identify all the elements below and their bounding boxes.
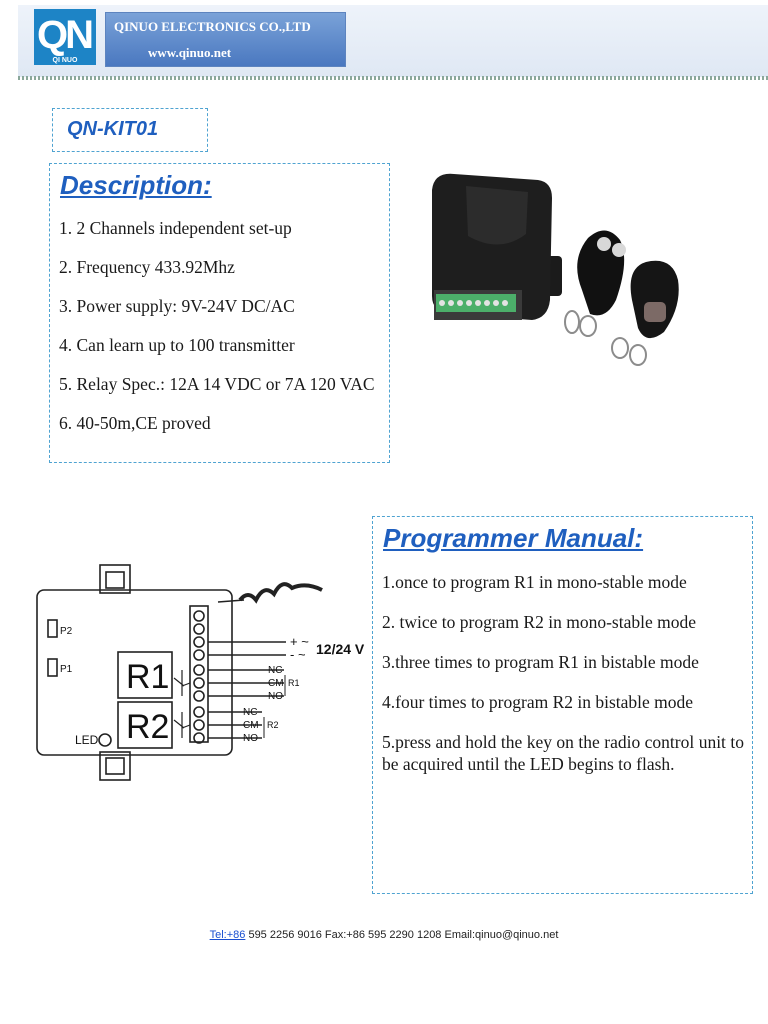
contact-details: 595 2256 9016 Fax:+86 595 2290 1208 Email:qinuo@qinuo.net	[245, 929, 559, 941]
phone-link[interactable]: Tel:+86	[209, 929, 246, 941]
description-box	[49, 163, 390, 463]
wiring-diagram	[22, 560, 370, 785]
r1-group-label: R1	[288, 678, 300, 688]
plus-label: + ~	[290, 634, 309, 649]
description-item: 4. Can learn up to 100 transmitter	[59, 335, 295, 355]
model-number: QN-KIT01	[67, 118, 159, 140]
description-item: 5. Relay Spec.: 12A 14 VDC or 7A 120 VAC	[59, 374, 375, 394]
r2-cm-label: CM	[243, 720, 259, 731]
description-item: 2. Frequency 433.92Mhz	[59, 257, 235, 277]
minus-label: - ~	[290, 647, 306, 662]
receiver-unit	[432, 174, 562, 320]
description-title: Description:	[60, 170, 212, 200]
manual-title: Programmer Manual:	[383, 523, 644, 553]
company-name: QINUO ELECTRONICS CO.,LTD	[114, 19, 311, 34]
manual-list	[382, 571, 744, 793]
description-item: 6. 40-50m,CE proved	[59, 413, 211, 433]
logo-subtext: QI NUO	[52, 57, 78, 64]
description-list	[59, 218, 381, 452]
company-logo	[34, 9, 96, 65]
r1-nc-label: NC	[268, 665, 283, 676]
company-website[interactable]: www.qinuo.net	[148, 45, 232, 60]
led-label: LED	[75, 733, 99, 747]
manual-item: 2. twice to program R2 in mono-stable mode	[382, 612, 696, 632]
model-box	[52, 108, 208, 152]
contact-footer	[0, 929, 768, 941]
r1-relay-label: R1	[126, 658, 170, 696]
logo-text: QN	[37, 13, 91, 57]
product-photo	[410, 150, 722, 382]
r2-nc-label: NC	[243, 707, 258, 718]
manual-item: 5.press and hold the key on the radio control unit to be acquired until the LED begins to flash.	[382, 732, 744, 774]
manual-item: 3.three times to program R1 in bistable mode	[382, 652, 699, 672]
manual-item: 4.four times to program R2 in bistable mode	[382, 692, 694, 712]
description-item: 1. 2 Channels independent set-up	[59, 218, 292, 238]
r1-cm-label: CM	[268, 678, 284, 689]
voltage-label: 12/24 V	[316, 641, 365, 657]
r2-group-label: R2	[267, 720, 279, 730]
programmer-manual-box	[372, 516, 753, 894]
r2-no-label: NO	[243, 733, 258, 744]
company-banner	[105, 12, 346, 67]
header-divider	[18, 76, 768, 80]
r2-relay-label: R2	[126, 708, 170, 746]
p1-label: P1	[60, 664, 73, 675]
description-item: 3. Power supply: 9V-24V DC/AC	[59, 296, 295, 316]
r1-no-label: NO	[268, 691, 283, 702]
p2-label: P2	[60, 626, 73, 637]
manual-item: 1.once to program R1 in mono-stable mode	[382, 572, 687, 592]
